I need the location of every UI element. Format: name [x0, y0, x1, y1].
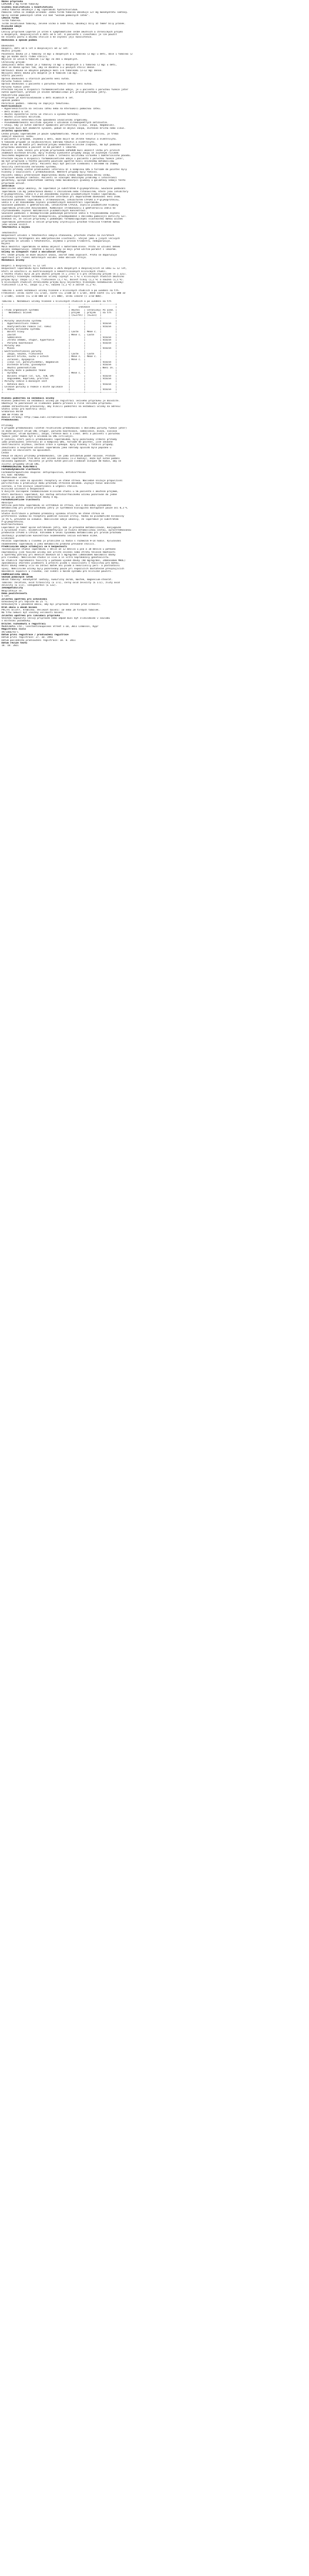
text-line: se může objevit útlum CNS (stupor, porucha koordinace, somnolence, mióza, svalová [2, 430, 117, 433]
text-line: Pokud se objeví příznaky předávkování, lze jako antidotum podat naloxon. Protože [2, 454, 116, 457]
text-line: flatulence (2,8 %), zácpa (2,2 %), nauzea (1,2 %) a závrať (1,2 %). [2, 284, 97, 287]
text-line: Tvrdá tobolka. [2, 20, 22, 23]
section-heading: Kontraindikace [2, 105, 22, 108]
text-line: Bezpečnost loperamidu byla hodnocena u 3076 dospělých a dospívajících ve věku >= 12 let, [2, 267, 127, 270]
text-line: Mechanismus účinku [2, 477, 27, 480]
text-line: Kojení [2, 243, 10, 246]
text-line: | Poruchy oka | | | | [2, 344, 117, 347]
text-line: PVC/Al blistr, krabička. Velikost balení: 10 nebo 20 tvrdých tobolek. [2, 608, 100, 612]
section-heading: Zvláštní upozornění [2, 130, 29, 133]
text-line: vývoj. Neklinické účinky byly pozorovány pouze při expozicích dostatečně převyšujících [2, 567, 124, 570]
text-line: Způsob podání [2, 99, 20, 103]
text-line: zjistil případný útlum CNS. [2, 463, 40, 466]
text-line: 49/1066/93-C [2, 631, 19, 634]
text-line: Pacienti nemají překračovat doporučenou dávku a/nebo doporučenou délku léčby. [2, 174, 111, 177]
text-line: Zahajovací denní dávka je 2 tobolky (4 mg) u dospělých a 1 tobolka (2 mg) u dětí, [2, 63, 117, 66]
text-line: maximální expozici u člověka, což svědčí o malém významu pro klinické použití. [2, 570, 113, 573]
section-heading: Složení kvalitativní i kvantitativní [2, 6, 53, 9]
text-line: loperamidu přibližně dvojnásobně. Kombinace itrakonazolu a gemfibrozilu vedla ke [2, 207, 116, 210]
text-line: Pacienti s AIDS léčení pro průjem přípravkem LOPERON musí ukončit léčbu při prvních [2, 149, 120, 152]
text-line: | Anafylaktická reakce (vč. šoku) | | | Vzácné | [2, 325, 117, 328]
text-line: | Zvracení, dyspepsie | Méně č. | | | [2, 358, 117, 361]
text-line: Nejvyšší denní dávka pro dospělé je 8 tobolek (16 mg). [2, 72, 79, 75]
text-line: s místními požadavky. [2, 620, 32, 623]
text-line: je 95 %, převážně na albumin. Neklinické údaje ukázaly, že loperamid je substrátem [2, 518, 118, 521]
text-line: – Stavy, kdy je nutné zabránit zpomalení peristaltiky (ileus, zácpa, megakolon). [2, 124, 116, 127]
text-line: Obsah tobolky: monohydrát laktózy, kukuřičný škrob, mastek, magnesium-stearát. [2, 579, 113, 582]
text-line: Srdeční příhody včetně prodloužení intervalu QT a komplexu QRS a torsade de pointes byly [2, 168, 127, 171]
text-line: opatrnost při řízení motorových vozidel nebo obsluze strojů. [2, 256, 87, 259]
text-line: | Zácpa, nauzea, flatulence | Časté | Časté | | [2, 353, 117, 355]
text-line: ke snížení počtu a objemu stolice a ke zvýšení její konzistence. [2, 36, 93, 39]
text-line: toxicity centrálního nervového systému. [2, 165, 57, 168]
text-line: přípravek užívat. [2, 182, 26, 185]
text-line: U jedinců, kteří požili předávkování loperamidem, byly pozorovány srdeční příhody [2, 438, 117, 441]
text-line: +----------------------------------------------+----------+----------+----------+ [2, 303, 117, 306]
text-line: | Bolest břicha, sucho v ústech | Méně č. | Méně č. | | [2, 355, 117, 359]
text-line: jedinců se závislostí na opioidech. [2, 449, 52, 452]
section-heading: Léková forma [2, 17, 19, 20]
section-heading: Druh obalu a obsah balení [2, 606, 38, 609]
text-line: Porucha funkce ledvin [2, 80, 32, 83]
text-line: | Angioedém, kopřivka, pruritus | | | Vzácné | [2, 378, 117, 381]
text-line: Hlášení podezření na nežádoucí účinky po registraci léčivého přípravku je důležité. [2, 399, 120, 402]
text-line: toxického megakolon u pacientů s AIDS s infekční kolitidou virového i bakteriálního původu. [2, 155, 131, 158]
text-line: galaktózy, úplným nedostatkem laktázy nebo malabsorpcí glukózy a galaktózy nemají tento [2, 179, 126, 182]
text-line: železitý (E 172), indigokarmín (E 132). [2, 584, 57, 587]
text-line: Farmakoterapeutická skupina: antipropulziva, antidiarrhoika [2, 471, 86, 474]
section-heading: Seznam pomocných látek [2, 575, 33, 579]
section-heading: Zvláštní opatření pro uchovávání [2, 598, 47, 601]
text-line: – Bakteriální enterokolitida způsobená invazivními organismy. [2, 118, 89, 122]
text-line: a vylučován žlučí. Oxidativní N-demethylace je hlavní metabolickou cestou, zprostředkovanou [2, 529, 131, 532]
text-line: | Bulózní erupce (vč. SJS, TEN, EM) | | | Vzácné | [2, 375, 117, 378]
text-line: Z těchto studií bylo 26 pro akutní průjem (n = 2755) a 5 pro chronický průjem (n = 321). [2, 273, 127, 276]
text-line: | Závrať | Méně č. | Časté | | [2, 333, 117, 336]
text-line: preferenční vazbou na receptory podélné svalové vrstvy. Vazba na plazmatické bílkoviny [2, 515, 124, 518]
text-line: Chronický průjem: [2, 61, 26, 64]
text-line: Žádáme zdravotnické pracovníky, aby hlásili podezření na nežádoucí účinky na adresu: [2, 405, 122, 408]
text-line: ventrikulární arytmie, zástava srdce a synkopa. Byly hlášeny i fatální případy. [2, 444, 114, 447]
section-heading: Interakce [2, 185, 14, 188]
text-line: zahájit kauzální léčbu. [2, 135, 35, 138]
text-line: Léčivý přípravek Loperon je určen k symptomatické léčbě akutních a chronických průjmů [2, 30, 123, 33]
text-line: V klinických studiích chronického průjmu byly nejčastěji hlášenými nežádoucími účinky: [2, 281, 124, 284]
text-line: Pediatrická populace [2, 94, 30, 97]
section-heading: Datum revize textu [2, 642, 27, 645]
text-line: 5 let. [2, 595, 10, 598]
text-line: Bezpečnost užívání v těhotenství nebyla stanovena, přestože studie na zvířatech [2, 234, 114, 238]
text-line: Dospělí a dospívající >= 12 let [2, 265, 46, 267]
text-line: Většina požitého loperamidu se vstřebává ze střeva, ale v důsledku významného [2, 504, 111, 507]
text-line: neprokázaly teratogenní ani embryotoxické vlastnosti. Stejně jako u jiných léčivých [2, 237, 120, 240]
text-line: kteří dostávali loperamid, byl nástup antidiarrhoického účinku pozorován do jedné [2, 493, 117, 496]
text-line: Přípravek musí být okamžitě vysazen, pokud se objeví zácpa, distenze břicha nebo ileus. [2, 127, 126, 130]
section-heading: Předávkování [2, 419, 19, 422]
text-line: Zneužívání a nesprávné užívání loperamidu jako náhrady opioidů bylo popsáno u [2, 446, 111, 449]
text-line: | Celkové poruchy a reakce v místě aplikace | | | | [2, 386, 117, 389]
text-line: U pacientů s průjmem, zejména u dětí, může dojít ke ztrátě tekutin a elektrolytů. [2, 138, 117, 141]
text-line: – Akutní ulcerózní kolitida. [2, 116, 42, 119]
section-heading: Farmakodynamické vlastnosti [2, 468, 40, 471]
text-line: Současné podávání s gemfibrozilem, inhibitorem CYP2C8, zvýšilo plazmatické hladiny [2, 204, 118, 207]
section-heading: Inkompatibility [2, 587, 23, 590]
text-line: | | (n=2755) | (n=321) | | [2, 314, 117, 317]
text-line: | Vyrážka | Méně č. | | | [2, 372, 117, 375]
text-line: | Třída orgánových systémů | Akutní | Chronický| Po uved. | [2, 309, 117, 312]
text-line: Současné podávání loperamidu s itrakonazolem, inhibitorem CYP3A4 a P-glykoproteinu, [2, 198, 120, 201]
text-line: Udržovací dávka se obvykle pohybuje mezi 1–6 tobolkami (2–12 mg) denně. [2, 69, 103, 72]
text-line: především CYP3A4 a CYP2C8. Vzhledem k velmi vysokému metabolismu při prvním průchodu [2, 532, 122, 535]
text-line: Tobolka: želatina, oxid titaničitý (E 171), černý oxid železitý (E 172), žlutý oxid [2, 581, 120, 584]
text-line: Dospělí, děti od 6 let a dospívající od 12 let: [2, 47, 68, 50]
text-line: | Mióza | | | Vzácné | [2, 347, 117, 350]
text-line: Přestože nejsou k dispozici farmakokinetické údaje u pacientů s poruchou funkce jater, [2, 157, 124, 160]
text-line: Šrobárova 49/48 [2, 411, 23, 414]
text-line: Úprava dávkování u pacientů s poruchou funkce ledvin není nutná. [2, 83, 93, 86]
section-heading: Dávkování a způsob podání [2, 39, 38, 42]
text-line: přípravku ukončeno a pacient se má poradit s lékařem. [2, 146, 77, 149]
text-line: Příznaky [2, 424, 13, 427]
text-line: – Akutní dyzentérie (krev ve stolici a vysoká horečka). [2, 113, 80, 116]
text-line: pro člověka). Neklinické studie in vivo a in vitro neprokázaly genotoxicitu. [2, 556, 110, 560]
section-heading: Nežádoucí účinky [2, 259, 25, 262]
text-line: P-glykoproteinu, vedlo k 2 až 3násobnému zvýšení plazmatických hladin loperamidu. [2, 193, 117, 196]
text-line: | Ztráta vědomí, stupor, hypertonie | | | Vzácné | [2, 339, 117, 342]
text-line: ATC kód: A07DA03 [2, 474, 25, 477]
section-heading: FARMAKOLOGICKÉ VLASTNOSTI [2, 466, 38, 469]
text-line: Jedna tobolka obsahuje 2 mg loperamidi hydrochloridum. [2, 9, 79, 12]
text-line: Loperamid je téměř úplně extrahován játry, kde je převážně metabolizován, konjugován [2, 526, 122, 529]
text-line: svěrače, a tím snižuje inkontinenci a urgenci stolice. [2, 485, 79, 488]
text-line: Všechen nepoužitý léčivý přípravek nebo odpad musí být zlikvidován v souladu [2, 617, 110, 620]
text-line: Přípravek obsahuje laktózu. Pacienti se vzácnými dědičnými problémy s intolerancí [2, 177, 117, 179]
text-line: Distribuce [2, 510, 16, 513]
text-line: přípravků se užívání v těhotenství, zejména v prvním trimestru, nedoporučuje. [2, 240, 111, 243]
text-line: plazmatických koncentrací desmopresinu, pravděpodobně v důsledku pomalejší motility GIT. [2, 215, 127, 218]
text-line: Nejvíce se užívá 6 tobolek (12 mg) za den u dospělých. [2, 58, 79, 61]
text-line: naloxonu opakovat. Pacienta je proto nutné pečlivě sledovat alespoň 48 hodin, aby se [2, 460, 122, 463]
text-line: Biotransformace [2, 523, 23, 527]
text-line: | Akutní pankreatitida | | | Není zn. | [2, 366, 117, 369]
text-line: Nižší dávky neměly vliv na zdraví matek ani plodů a neovlivnily peri- a postnatální [2, 565, 120, 568]
text-line: Léčba [2, 452, 9, 455]
text-line: Úprava dávkování u starších pacientů není nutná. [2, 77, 70, 80]
text-line: Tabulka 1 Nežádoucí účinky hlášené v klinických studiích a po uvedení na trh [2, 300, 111, 303]
text-line: | Bolest hlavy | Časté | Méně č. | | [2, 331, 117, 334]
text-line: Při léčbě průjmu se může objevit únava, závrať nebo ospalost. Proto se doporučuje [2, 253, 117, 257]
text-line: Dávkování [2, 44, 14, 47]
text-line: Klinický význam této farmakokinetické interakce při doporučeném dávkování není znám. [2, 196, 122, 199]
section-heading: Držitel rozhodnutí o registraci [2, 622, 46, 625]
text-line: | Poruchy nervového systému | | | | [2, 328, 117, 331]
text-line: kteří se účastnili 31 kontrolovaných a nekontrolovaných klinických studií. [2, 270, 107, 273]
text-line: průjmu byly: zácpa (2,7 %), flatulence (1,7 %), bolest hlavy (1,2 %) a nauzea (1,1 %). [2, 278, 124, 281]
text-line: Úplný seznam pomocných látek viz bod "Seznam pomocných látek". [2, 14, 90, 17]
text-line: – Pseudomembranózní kolitida spojená s užíváním širokospektrých antibiotik. [2, 122, 109, 125]
text-line: V případě předávkování (včetně relativního předávkování v důsledku poruchy funkce jater) [2, 427, 127, 430]
text-line: metabolismu při prvním průchodu játry je systémová biologická dostupnost pouze asi 0,3 %. [2, 507, 129, 510]
section-heading: Doba použitelnosti [2, 592, 27, 595]
text-line: Pomocná látka se známým účinkem: Jedna tvrdá tobolka obsahuje 127 mg monohydrátu laktózy. [2, 11, 129, 14]
section-heading: Účinky na schopnost řídit a obsluhovat stroje [2, 251, 66, 254]
text-line: | Retence moči | | | Vzácné | [2, 383, 117, 386]
text-line: nutná opatrnost, protože je snížen metabolismus při prvním průchodu játry. [2, 91, 107, 94]
section-heading: FARMACEUTICKÉ ÚDAJE [2, 573, 29, 576]
text-line: V dvojitě zaslepené randomizované klinické studii u 56 pacientů s akutním průjmem, [2, 490, 118, 494]
text-line: při prvním průchodu játry. Pacienti mají být pečlivě sledováni s ohledem na známky [2, 163, 118, 166]
text-line: | Poruchy imunitního systému | | | | [2, 319, 117, 323]
text-line: < 1/100), vzácné (>= 1/10 000 až < 1/1 000), velmi vzácné (< 1/10 000). [2, 295, 103, 298]
text-line: Nejčastěji hlášenými nežádoucími účinky (výskyt >= 1 %) v klinických studiích akutního [2, 276, 124, 279]
text-line: Tabulka 1 uvádí nežádoucí účinky hlášené v klinických studiích a po uvedení na trh. [2, 290, 120, 293]
text-line: a spotřeby potravy při denních dávkách až 5 mg/kg/den (30násobek maximální dávky [2, 554, 116, 557]
text-line: Pokud se do 48 hodin při akutním průjmu nedostaví klinické zlepšení, má být podávání [2, 143, 122, 146]
text-line: hypertonie, útlum dýchání), zácpa, retence moči a ileus. Děti a pacienti s poruchou [2, 432, 120, 435]
text-line: – Děti mladší 6 let. [2, 110, 30, 113]
text-line: Poločas loperamidu u člověka je přibližně 11 hodin s rozmezím 9–14 hodin. Vylučování [2, 540, 122, 543]
text-line: Uchovávejte při teplotě do 25 °C. [2, 600, 49, 603]
spc-document [0, 0, 305, 648]
text-line: Těhotenství [2, 231, 18, 234]
text-line: | Gastrointestinální poruchy | | | | [2, 350, 117, 353]
text-line: | Hypersenzitivní reakce | | | Vzácné | [2, 323, 117, 326]
text-line: +----------------------------------------------+----------+----------+----------+ [2, 317, 117, 320]
section-heading: Klinické údaje [2, 25, 22, 28]
text-line: kojení nedoporučuje. Těhotné a kojící ženy se mají před užitím poradit s lékařem. [2, 248, 117, 251]
section-heading: Hlášení podezření na nežádoucí účinky [2, 397, 55, 400]
text-line: Tvrdé želatinové tobolky, zelené víčko a šedé tělo, obsahují bílý až téměř bílý prášek. [2, 22, 126, 25]
text-line: Absorpce [2, 501, 13, 504]
section-heading: Název přípravku [2, 1, 23, 3]
text-line: Webové stránky: http://www.sukl.cz/nahlasit-nezadouci-ucinek [2, 416, 87, 419]
text-line: Na trhu nemusí být všechny velikosti balení. [2, 612, 64, 615]
text-line: způsobovaly zhoršení plodnosti a přežití plodů v souvislosti s toxicitou pro matku. [2, 562, 120, 565]
text-line: funkce jater mohou být k účinkům na CNS citlivější. [2, 435, 75, 438]
text-line: Datum posledního prodloužení registrace: 10. 8. 2011 [2, 639, 76, 642]
text-line: 100 00 Praha 10 [2, 413, 23, 416]
text-line: neprokázaly jiné toxické účinky než určité snížení nebo ztrátu tělesné hmotnosti [2, 551, 116, 554]
text-line: čtyřnásobnému zvýšení maximálních plazmatických koncentrací. [2, 210, 87, 213]
text-line: Přípravek je kontraindikován u dětí mladších 6 let. [2, 97, 75, 100]
text-line: Porucha funkce jater [2, 86, 30, 89]
text-line: hlášeny v souvislosti s předávkováním. Některé případy byly fatální. [2, 171, 99, 174]
section-heading: Datum první registrace / prodloužení registrace [2, 634, 68, 637]
text-line: Ve studiích reprodukční toxicity u potkanů vysoké dávky (40 mg/kg/den, 240násobek MHUL) [2, 559, 126, 562]
text-line: jako prodloužení intervalu QT a komplexu QRS, torsade de pointes, jiné závažné [2, 441, 113, 444]
text-line: vedlo k 3 až 4násobnému zvýšení plazmatických koncentrací loperamidu. [2, 201, 100, 205]
text-line: | Somnolence | | | Vzácné | [2, 336, 117, 339]
text-line: +----------------------------------------------+----------+----------+----------+ [2, 391, 117, 394]
text-line: Uchovávejte v původním obalu, aby byl přípravek chráněn před vlhkostí. [2, 603, 101, 606]
text-line: hodiny po podání jednorázové dávky 4 mg. [2, 496, 59, 499]
text-line: Datum první registrace: 27. 10. 1993 [2, 636, 53, 639]
text-line: Perorální podání. Tobolky se zapíjejí tekutinou. [2, 102, 70, 105]
text-line: – Hypersenzitivita na léčivou látku nebo na kteroukoli pomocnou látku. [2, 108, 101, 111]
text-line: V takovém případě je nejdůležitější náhrada tekutin a elektrolytů. [2, 141, 96, 144]
text-line: P-glykoproteinu. [2, 520, 25, 523]
text-line: | Ileus (vč. paralytického), megakolon | | | Vzácné | [2, 361, 117, 364]
text-line: Starší pacienti [2, 75, 23, 78]
text-line: LOPERON 2 mg tvrdé tobolky [2, 3, 39, 6]
section-heading: Registrační číslo [2, 628, 26, 631]
section-heading: Předklinické údaje vztahující se k bezpečnosti [2, 546, 67, 549]
text-line: Klinická účinnost a bezpečnost [2, 487, 44, 490]
text-line: 18. 10. 2021 [2, 645, 19, 648]
text-line: Léčba průjmu loperamidem je pouze symptomatická. Pokud lze určit příčinu, je třeba [2, 132, 118, 135]
text-line: Loperamid se váže na opioidní receptory ve stěně střeva. Následně snižuje propulzivní [2, 479, 123, 482]
text-line: známkách distenze břicha. Byly hlášeny ojedinělé případy zácpy se zvýšeným rizikem [2, 151, 118, 155]
text-line: Očekává se, že léčivé přípravky s podobnými farmakologickými vlastnostmi mohou účinek [2, 218, 123, 221]
text-line: Počáteční dávka je 2 tobolky (4 mg) u dospělých a 1 tobolka (2 mg) u dětí, dále 1 tobolka (2 [2, 53, 133, 56]
text-line: MEDOCHEMIE Ltd., Constantinoupoleos Street 1-10, 3011 Limassol, Kypr [2, 625, 99, 629]
text-line: Frekvence: velmi časté (>= 1/10), časté (>= 1/100 až < 1/10), méně časté (>= 1/1 000 až [2, 292, 126, 295]
section-heading: Těhotenství a kojení [2, 226, 30, 229]
text-line: loperamidu (16 mg jednorázová dávka) s chinidinem nebo ritonavirem, které jsou inhibitory [2, 190, 129, 193]
text-line: Studie distribuce u potkanů prokázaly vysokou afinitu ke stěně střeva se [2, 512, 105, 515]
text-line: | Porucha koordinace | | | Vzácné | [2, 342, 117, 345]
text-line: účinek loperamidu trvá déle než účinek naloxonu (1–3 hodiny), může být nutné podání [2, 457, 120, 461]
text-line: | Poruchy ledvin a močových cest | | | | [2, 380, 117, 383]
text-line: Neklinické údaje ukázaly, že loperamid je substrátem P-glykoproteinu. Současné podávání [2, 188, 126, 191]
text-line: mg) po každé další řídké stolici. [2, 55, 49, 58]
text-line: Státní ústav pro kontrolu léčiv [2, 408, 46, 411]
text-line: Umožňuje to pokračovat ve sledování poměru přínosů a rizik léčivého přípravku. [2, 402, 113, 405]
text-line: | Únava | | | Vzácné | [2, 388, 117, 392]
text-line: | Distenze břicha, glosodynie | | | Vzácné | [2, 364, 117, 367]
text-line: Přestože nejsou k dispozici farmakokinetické údaje, je u pacientů s poruchou funkce jater [2, 89, 129, 91]
text-line: | Poruchy kůže a podkožní tkáně | | | | [2, 369, 117, 372]
text-line: dále se dávka upraví tak, aby se dosáhlo 1–2 pevných stolic denně. [2, 66, 96, 70]
text-line: loperamidu potencovat a léčivé přípravky urychlující průchod trávicím traktem mohou [2, 221, 120, 224]
text-line: zůstávají plazmatické koncentrace nezměněného léčiva extrémně nízké. [2, 534, 99, 537]
text-line: peristaltiku a prodlužuje dobu průchodu střevním obsahem. Zvyšuje tonus análního [2, 482, 116, 485]
text-line: Neuplatňuje se. [2, 589, 23, 592]
text-line: Malá množství loperamidu se mohou objevit v mateřském mléce. Proto se užívání během [2, 245, 120, 248]
text-line: Eliminace [2, 537, 14, 540]
text-line: u dospělých, dospívajících a dětí od 6 let. U pacientů s ileostomií je lze použít [2, 33, 117, 37]
section-heading: Farmakokinetické vlastnosti [2, 499, 40, 502]
text-line: Toxikologické studie loperamidu v délce až 12 měsíců u psů a 18 měsíců u potkanů [2, 548, 116, 551]
text-line: | | Indikace | [2, 306, 117, 309]
section-heading: Zvláštní opatření pro likvidaci přípravku [2, 614, 60, 617]
text-line: má být přípravek u těchto pacientů používán opatrně kvůli sníženému metabolismu [2, 160, 114, 163]
text-line: | Nežádoucí účinek | průjem | průjem | na trh | [2, 311, 117, 314]
section-heading: Indikace [2, 28, 13, 31]
text-line: Současné podávání s desmopresinem podávaným perorálně vedlo k trojnásobnému zvýšení [2, 212, 120, 215]
text-line: Akutní průjem: [2, 50, 22, 53]
text-line: jeho účinek snížit. [2, 223, 29, 226]
text-line: nezměněného loperamidu a jeho metabolitů probíhá převážně stolicí. [2, 543, 96, 546]
